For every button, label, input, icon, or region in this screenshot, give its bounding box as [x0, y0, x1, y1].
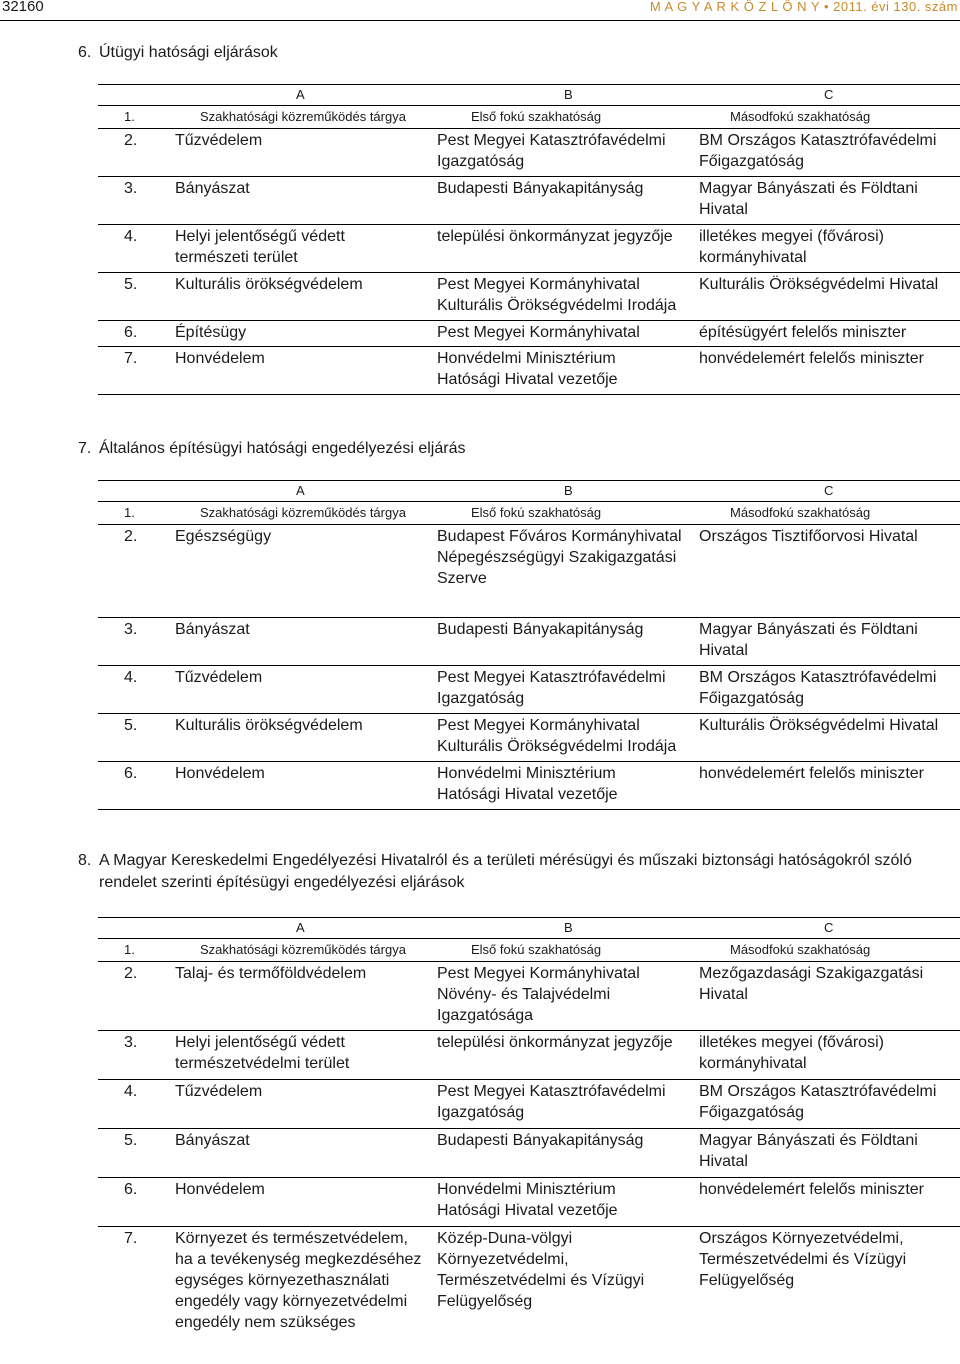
cell-c: Mezőgazdasági Szakigazgatási Hivatal: [699, 965, 924, 1003]
row-number: 2.: [124, 132, 138, 149]
col-letter-b: B: [564, 87, 573, 102]
header-row-number: 1.: [124, 942, 135, 957]
row-number: 3.: [124, 1034, 138, 1051]
header-col-c: Másodfokú szakhatóság: [730, 942, 871, 957]
cell-c: BM Országos Katasztrófavédelmi Főigazgatóság: [699, 132, 937, 170]
section-7-title: [78, 438, 465, 460]
section-6-title: [78, 42, 278, 64]
cell-b: Pest Megyei Katasztrófavédelmi Igazgatóság: [437, 132, 666, 170]
cell-a: Tűzvédelem: [175, 1083, 263, 1100]
column-headers: [98, 106, 960, 129]
column-letters: [98, 917, 960, 939]
cell-b: Budapest Főváros Kormányhivatal Népegészségügyi Szakigazgatási Szerve: [437, 528, 682, 587]
table-row: [98, 1031, 960, 1080]
table-row: [98, 618, 960, 666]
row-number: 3.: [124, 180, 138, 197]
section-6-table: [98, 84, 960, 395]
cell-c: illetékes megyei (fővárosi) kormányhivatal: [699, 228, 884, 266]
row-number: 5.: [124, 717, 138, 734]
row-number: 4.: [124, 228, 138, 245]
cell-b: Pest Megyei Kormányhivatal Kulturális Örökségvédelmi Irodája: [437, 717, 677, 755]
header-row-number: 1.: [124, 109, 135, 124]
col-letter-b: B: [564, 920, 573, 935]
cell-c: építésügyért felelős miniszter: [699, 324, 907, 341]
header-col-b: Első fokú szakhatóság: [471, 942, 602, 957]
cell-c: Magyar Bányászati és Földtani Hivatal: [699, 1132, 918, 1170]
section-8-title: [78, 850, 960, 894]
cell-b: Honvédelmi Minisztérium Hatósági Hivatal vezetője: [437, 350, 618, 388]
cell-c: illetékes megyei (fővárosi) kormányhivatal: [699, 1034, 884, 1072]
cell-c: Országos Környezetvédelmi, Természetvédelmi és Vízügyi Felügyelőség: [699, 1230, 907, 1289]
header-row-number: 1.: [124, 505, 135, 520]
row-number: 3.: [124, 621, 138, 638]
column-letters: [98, 480, 960, 502]
cell-a: Tűzvédelem: [175, 132, 263, 149]
table-row: [98, 762, 960, 810]
header-col-c: Másodfokú szakhatóság: [730, 505, 871, 520]
col-letter-a: A: [296, 920, 305, 935]
section-title: A Magyar Kereskedelmi Engedélyezési Hivatalról és a területi mérésügyi és műszaki biztonsági hatóságokról szóló rendelet szerinti építésügyi engedélyezési eljárások: [99, 852, 912, 891]
table-row: [98, 1129, 960, 1178]
cell-b: Budapesti Bányakapitányság: [437, 1132, 644, 1149]
cell-c: honvédelemért felelős miniszter: [699, 1181, 924, 1198]
row-number: 4.: [124, 1083, 138, 1100]
table-row: [98, 225, 960, 273]
table-row: [98, 962, 960, 1031]
cell-c: Kulturális Örökségvédelmi Hivatal: [699, 717, 939, 734]
row-number: 7.: [124, 1230, 138, 1247]
table-row: [98, 1080, 960, 1129]
section-title: Útügyi hatósági eljárások: [99, 44, 278, 61]
row-number: 2.: [124, 528, 138, 545]
cell-a: Környezet és természetvédelem, ha a tevékenység megkezdéséhez egységes környezethasználati engedély vagy környezetvédelmi engedély nem szükséges: [175, 1230, 422, 1331]
cell-a: Kulturális örökségvédelem: [175, 276, 363, 293]
cell-a: Honvédelem: [175, 350, 265, 367]
cell-c: Magyar Bányászati és Földtani Hivatal: [699, 180, 918, 218]
row-number: 5.: [124, 1132, 138, 1149]
cell-a: Honvédelem: [175, 1181, 265, 1198]
cell-b: Budapesti Bányakapitányság: [437, 621, 644, 638]
row-number: 7.: [124, 350, 138, 367]
cell-b: települési önkormányzat jegyzője: [437, 228, 673, 245]
cell-b: Honvédelmi Minisztérium Hatósági Hivatal vezetője: [437, 1181, 618, 1219]
section-title: Általános építésügyi hatósági engedélyezési eljárás: [99, 440, 466, 457]
row-number: 6.: [124, 1181, 138, 1198]
column-headers: [98, 502, 960, 525]
cell-b: Honvédelmi Minisztérium Hatósági Hivatal vezetője: [437, 765, 618, 803]
table-row: [98, 129, 960, 177]
column-headers: [98, 939, 960, 962]
header-col-c: Másodfokú szakhatóság: [730, 109, 871, 124]
cell-a: Bányászat: [175, 621, 250, 638]
row-number: 4.: [124, 669, 138, 686]
header-col-b: Első fokú szakhatóság: [471, 505, 602, 520]
section-number: 7.: [78, 440, 92, 457]
cell-a: Egészségügy: [175, 528, 272, 545]
table-row: [98, 273, 960, 321]
cell-c: Országos Tisztifőorvosi Hivatal: [699, 528, 918, 545]
cell-a: Építésügy: [175, 324, 247, 341]
section-number: 8.: [78, 852, 92, 869]
col-letter-a: A: [296, 483, 305, 498]
table-row: [98, 666, 960, 714]
col-letter-b: B: [564, 483, 573, 498]
row-number: 2.: [124, 965, 138, 982]
header-col-a: Szakhatósági közreműködés tárgya: [200, 109, 406, 124]
cell-b: települési önkormányzat jegyzője: [437, 1034, 673, 1051]
cell-b: Pest Megyei Kormányhivatal Növény- és Talajvédelmi Igazgatósága: [437, 965, 640, 1024]
table-row: [98, 1227, 960, 1357]
cell-a: Helyi jelentőségű védett természeti terület: [175, 228, 345, 266]
cell-a: Kulturális örökségvédelem: [175, 717, 363, 734]
cell-a: Talaj- és termőföldvédelem: [175, 965, 367, 982]
header-divider: [0, 20, 960, 21]
row-number: 6.: [124, 765, 138, 782]
cell-c: Kulturális Örökségvédelmi Hivatal: [699, 276, 939, 293]
cell-b: Budapesti Bányakapitányság: [437, 180, 644, 197]
cell-a: Helyi jelentőségű védett természetvédelmi terület: [175, 1034, 350, 1072]
section-number: 6.: [78, 44, 92, 61]
cell-a: Bányászat: [175, 180, 250, 197]
col-letter-c: C: [824, 483, 834, 498]
cell-c: honvédelemért felelős miniszter: [699, 765, 924, 782]
col-letter-c: C: [824, 87, 834, 102]
cell-b: Pest Megyei Katasztrófavédelmi Igazgatóság: [437, 669, 666, 707]
cell-c: Magyar Bányászati és Földtani Hivatal: [699, 621, 918, 659]
column-letters: [98, 84, 960, 106]
section-8-table: [98, 917, 960, 1357]
table-row: [98, 1178, 960, 1227]
table-row: [98, 177, 960, 225]
cell-b: Pest Megyei Kormányhivatal Kulturális Örökségvédelmi Irodája: [437, 276, 677, 314]
table-row: [98, 714, 960, 762]
row-number: 5.: [124, 276, 138, 293]
cell-c: honvédelemért felelős miniszter: [699, 350, 924, 367]
header-col-a: Szakhatósági közreműködés tárgya: [200, 942, 406, 957]
cell-b: Pest Megyei Kormányhivatal: [437, 324, 640, 341]
page-header: [0, 0, 960, 20]
section-7-table: [98, 480, 960, 810]
row-number: 6.: [124, 324, 138, 341]
cell-a: Bányászat: [175, 1132, 250, 1149]
col-letter-c: C: [824, 920, 834, 935]
header-col-a: Szakhatósági közreműködés tárgya: [200, 505, 406, 520]
cell-a: Tűzvédelem: [175, 669, 263, 686]
cell-b: Közép-Duna-völgyi Környezetvédelmi, Természetvédelmi és Vízügyi Felügyelőség: [437, 1230, 645, 1310]
cell-c: BM Országos Katasztrófavédelmi Főigazgatóság: [699, 669, 937, 707]
table-row: [98, 347, 960, 395]
journal-title: M A G Y A R K Ö Z L Ö N Y • 2011. évi 130. szám: [649, 0, 958, 14]
cell-c: BM Országos Katasztrófavédelmi Főigazgatóság: [699, 1083, 937, 1121]
col-letter-a: A: [296, 87, 305, 102]
table-row: [98, 525, 960, 618]
table-row: [98, 321, 960, 347]
cell-b: Pest Megyei Katasztrófavédelmi Igazgatóság: [437, 1083, 666, 1121]
cell-a: Honvédelem: [175, 765, 265, 782]
header-col-b: Első fokú szakhatóság: [471, 109, 602, 124]
page-number: 32160: [2, 0, 44, 15]
